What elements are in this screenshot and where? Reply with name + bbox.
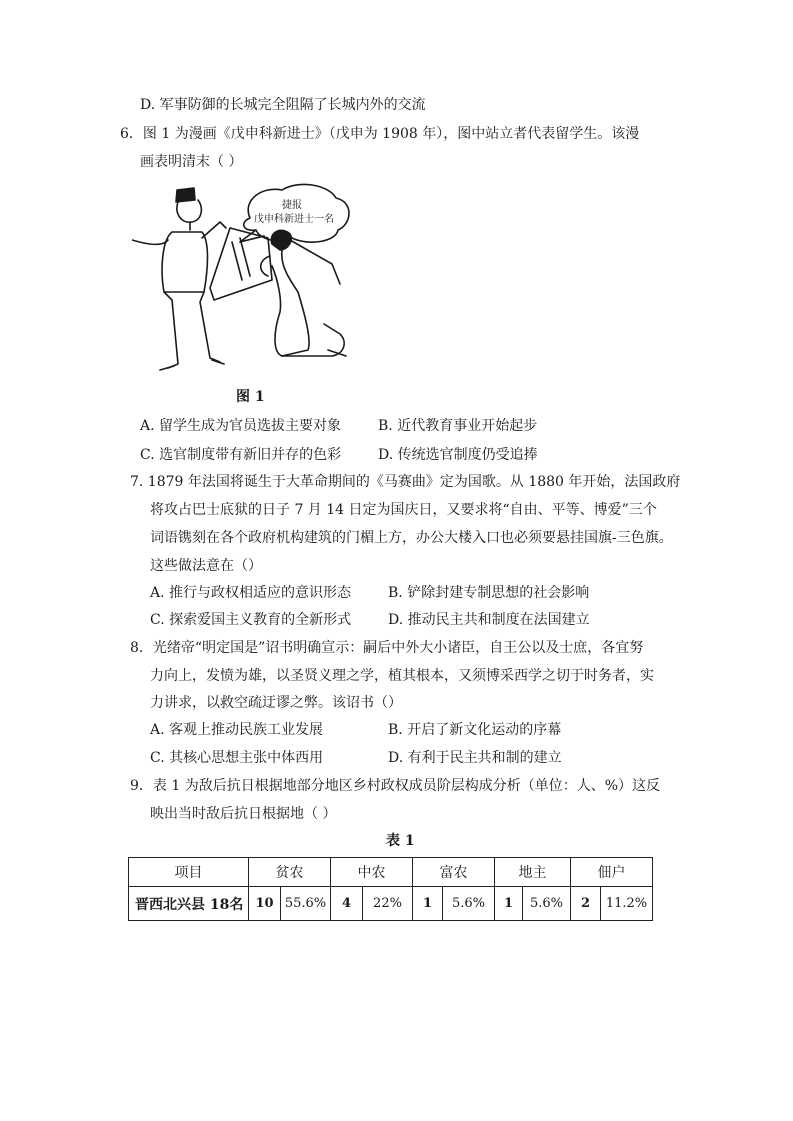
q8-option-c: C. 其核心思想主张中体西用 bbox=[150, 750, 324, 766]
q8-stem-line2: 力向上，发愤为雄，以圣贤义理之学，植其根本，又须博采西学之切于时务者，实 bbox=[150, 668, 654, 684]
q6-option-d: D. 传统选官制度仍受追捧 bbox=[378, 447, 538, 463]
q6-option-a: A. 留学生成为官员选拔主要对象 bbox=[140, 418, 342, 434]
table-cell: 4 bbox=[331, 887, 363, 921]
q6-option-b: B. 近代教育事业开始起步 bbox=[378, 418, 538, 434]
table-cell: 11.2% bbox=[601, 887, 653, 921]
cartoon-image bbox=[132, 180, 358, 376]
q7-stem-line2: 将攻占巴士底狱的日子 7 月 14 日定为国庆日，又要求将“自由、平等、博爱”三个 bbox=[150, 502, 657, 518]
table-cell: 5.6% bbox=[523, 887, 571, 921]
table-row-label: 晋西北兴县 18名 bbox=[129, 887, 249, 921]
q7-stem-line1: 7. 1879 年法国将诞生于大革命期间的《马赛曲》定为国歌。从 1880 年开始，法国政府 bbox=[130, 474, 681, 490]
q7-option-b: B. 铲除封建专制思想的社会影响 bbox=[388, 585, 590, 601]
table-caption: 表 1 bbox=[386, 833, 415, 849]
q7-option-d: D. 推动民主共和制度在法国建立 bbox=[388, 612, 590, 628]
q9-stem-line2: 映出当时敌后抗日根据地（ ） bbox=[150, 806, 337, 822]
q7-option-c: C. 探索爱国主义教育的全新形式 bbox=[150, 612, 352, 628]
q9-stem-line1: 9．表 1 为敌后抗日根据地部分地区乡村政权成员阶层构成分析（单位：人、%）这反 bbox=[130, 778, 661, 794]
figure-caption: 图 1 bbox=[236, 389, 265, 405]
bubble-text-line2: 戊申科新进士一名 bbox=[254, 214, 334, 225]
table-cell: 22% bbox=[363, 887, 413, 921]
table-cell: 10 bbox=[249, 887, 281, 921]
table-header-cell: 佃户 bbox=[571, 858, 653, 887]
table-header-cell: 项目 bbox=[129, 858, 249, 887]
q6-stem-line1: 6．图 1 为漫画《戊申科新进士》（戊申为 1908 年），图中站立者代表留学生。该漫 bbox=[120, 126, 640, 142]
q7-option-a: A. 推行与政权相适应的意识形态 bbox=[150, 585, 352, 601]
table-header-cell: 中农 bbox=[331, 858, 413, 887]
table-row bbox=[129, 887, 653, 921]
bubble-text-line1: 捷报 bbox=[282, 200, 302, 211]
q8-stem-line1: 8．光绪帝“明定国是”诏书明确宣示：嗣后中外大小诸臣，自王公以及士庶，各宜努 bbox=[130, 640, 644, 656]
q6-option-c: C. 选官制度带有新旧并存的色彩 bbox=[140, 447, 342, 463]
table-cell: 55.6% bbox=[281, 887, 331, 921]
q6-stem-line2: 画表明清末（ ） bbox=[140, 154, 243, 170]
table-header-row bbox=[129, 858, 653, 887]
table-cell: 1 bbox=[413, 887, 443, 921]
table-cell: 2 bbox=[571, 887, 601, 921]
table-header-cell: 富农 bbox=[413, 858, 495, 887]
q8-option-b: B. 开启了新文化运动的序幕 bbox=[388, 722, 562, 738]
q7-stem-line4: 这些做法意在（） bbox=[150, 558, 262, 574]
table-header-cell: 贫农 bbox=[249, 858, 331, 887]
q8-stem-line3: 力讲求，以救空疏迂谬之弊。该诏书（） bbox=[150, 695, 402, 711]
data-table bbox=[128, 857, 653, 921]
q7-stem-line3: 词语镌刻在各个政府机构建筑的门楣上方，办公大楼入口也必须要悬挂国旗-三色旗。 bbox=[150, 530, 673, 546]
q8-option-a: A. 客观上推动民族工业发展 bbox=[150, 722, 324, 738]
table-cell: 5.6% bbox=[443, 887, 495, 921]
q5-option-d: D. 军事防御的长城完全阻隔了长城内外的交流 bbox=[140, 97, 426, 113]
table-header-cell: 地主 bbox=[495, 858, 571, 887]
q8-option-d: D. 有利于民主共和制的建立 bbox=[388, 750, 562, 766]
table-cell: 1 bbox=[495, 887, 523, 921]
